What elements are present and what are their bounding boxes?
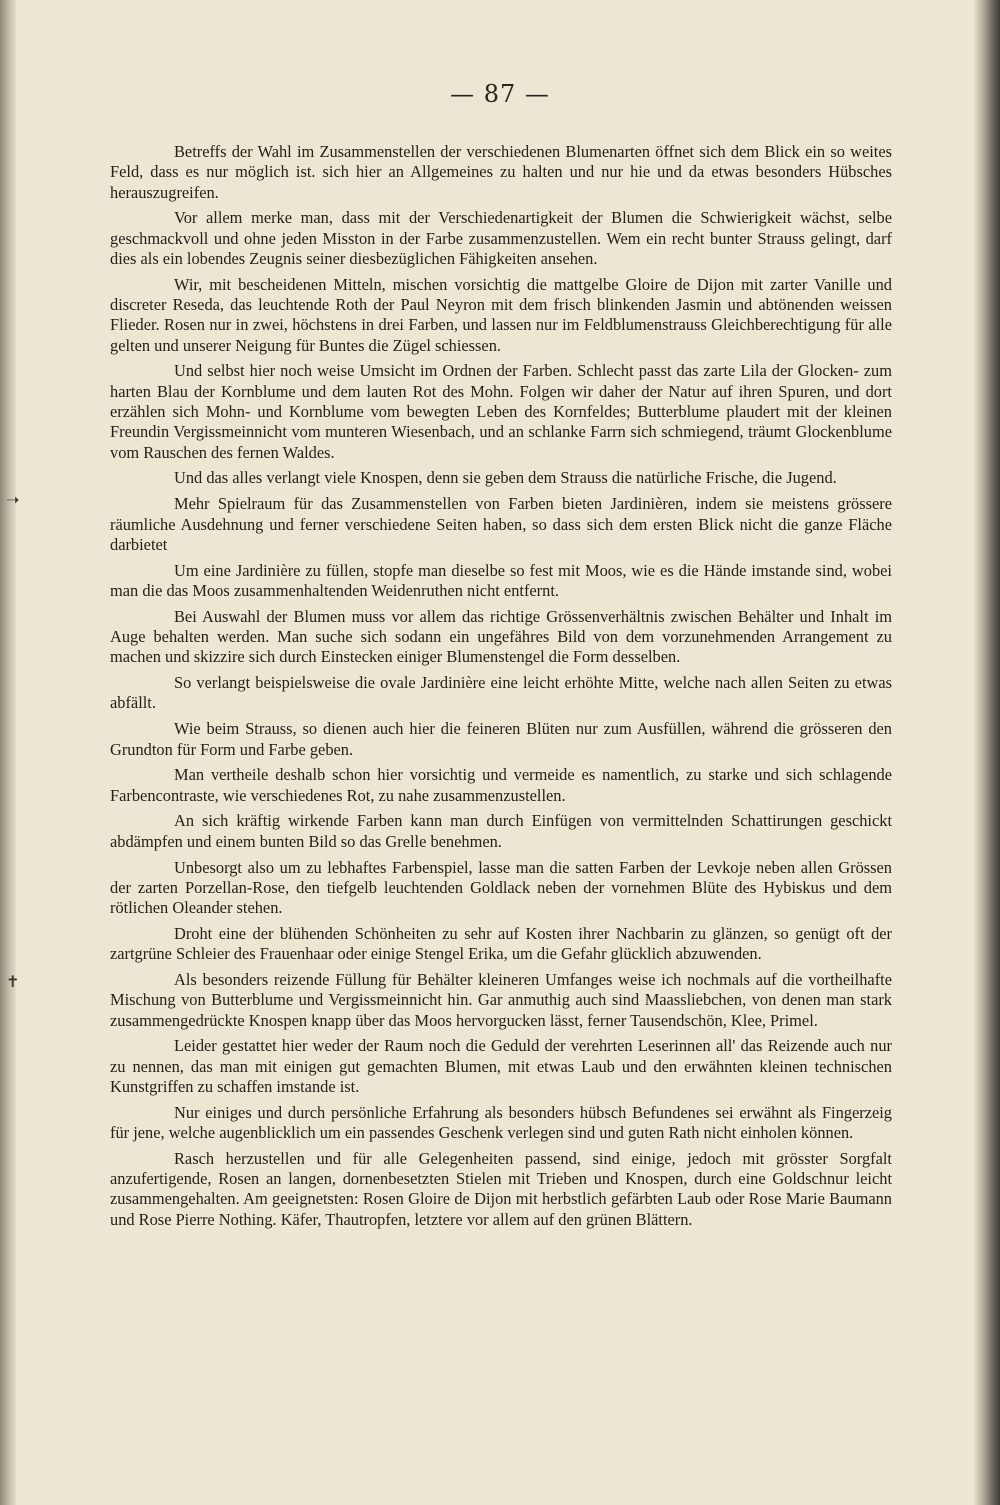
- page-number: — 87 —: [450, 80, 550, 108]
- page-body-text: [110, 142, 892, 1236]
- paragraph: Bei Auswahl der Blumen muss vor allem das richtige Grössenverhältnis zwischen Behälter und Inhalt im Auge behalten werden. Man suche sich sodann ein ungefähres Bild von dem vorzunehmenden Arrangement zu machen und skizzire sich durch Einstecken einiger Blumenstengel die Form desselben.: [110, 606, 892, 667]
- paragraph: Mehr Spielraum für das Zusammenstellen von Farben bieten Jardinièren, indem sie meistens grössere räumliche Ausdehnung und ferner verschiedene Seiten haben, so dass sich dem ersten Blick nicht die ganze Fläche darbietet: [110, 494, 892, 554]
- paragraph: Und das alles verlangt viele Knospen, denn sie geben dem Strauss die natürliche Frische, die Jugend.: [174, 468, 837, 488]
- paragraph: Vor allem merke man, dass mit der Verschiedenartigkeit der Blumen die Schwierigkeit wächst, selbe geschmackvoll und ohne jeden Misston in der Farbe zusammenzustellen. Wem ein recht bunter Strauss gelingt, darf dies als ein lobendes Zeugnis seiner diesbezüglichen Fähigkeiten ansehen.: [110, 208, 892, 268]
- paragraph: Unbesorgt also um zu lebhaftes Farbenspiel, lasse man die satten Farben der Levkoje neben allen Grössen der zarten Porzellan-Rose, den tiefgelb leuchtenden Goldlack neben der vornehmen Blüte des Hybiskus und dem rötlichen Oleander stehen.: [110, 857, 892, 918]
- paragraph: An sich kräftig wirkende Farben kann man durch Einfügen von vermittelnden Schattirungen geschickt abdämpfen und einem bunten Bild so das Grelle benehmen.: [110, 811, 892, 851]
- paragraph: Wir, mit bescheidenen Mitteln, mischen vorsichtig die mattgelbe Gloire de Dijon mit zarter Vanille und discreter Reseda, das leuchtende Roth der Paul Neyron mit dem frisch blinkenden Jasmin und abtönenden weissen Flieder. Rosen nur in zwei, höchstens in drei Farben, und lassen nur im Feldblumenstrauss Gleichberechtigung für alle gelten und unserer Neigung für Buntes die Zügel schiessen.: [110, 274, 892, 355]
- paragraph: Man vertheile deshalb schon hier vorsichtig und vermeide es namentlich, zu starke und sich schlagende Farbencontraste, wie verschiedenes Rot, zu nahe zusammenzustellen.: [110, 765, 892, 805]
- paragraph: Betreffs der Wahl im Zusammenstellen der verschiedenen Blumenarten öffnet sich dem Blick ein so weites Feld, dass es nur möglich ist. sich hier an Allgemeines zu halten und nur hie und da etwas besonders Hübsches herauszugreifen.: [110, 142, 892, 202]
- paragraph: Und selbst hier noch weise Umsicht im Ordnen der Farben. Schlecht passt das zarte Lila der Glocken- zum harten Blau der Kornblume und dem lauten Rot des Mohn. Folgen wir daher der Natur auf ihren Spuren, und dort erzählen sich Mohn- und Kornblume vom bewegten Leben des Kornfeldes; Butterblume plaudert mit der kleinen Freundin Vergissmeinnicht vom munteren Wiesenbach, und an schlanke Farrn sich schmiegend, träumt Glockenblume vom Rauschen des fernen Waldes.: [110, 361, 892, 462]
- paragraph: Nur einiges und durch persönliche Erfahrung als besonders hübsch Befundenes sei erwähnt als Fingerzeig für jene, welche augenblicklich um ein passendes Geschenk verlegen sind und guten Rath nicht einholen können.: [110, 1102, 892, 1143]
- paragraph: Als besonders reizende Füllung für Behälter kleineren Umfanges weise ich nochmals auf die vortheilhafte Mischung von Butterblume und Vergissmeinnicht hin. Gar anmuthig auch sind Maassliebchen, von denen man stark zusammengedrückte Knospen knapp über das Moos hervorgucken lässt, ferner Tausendschön, Klee, Primel.: [110, 969, 892, 1030]
- paragraph: Droht eine der blühenden Schönheiten zu sehr auf Kosten ihrer Nachbarin zu glänzen, so genügt oft der zartgrüne Schleier des Frauenhaar oder einige Stengel Erika, um die Gefahr glücklich abzuwenden.: [110, 923, 892, 964]
- page-right-edge: [974, 0, 1000, 1505]
- paragraph: Wie beim Strauss, so dienen auch hier die feineren Blüten nur zum Ausfüllen, während die grösseren den Grundton für Form und Farbe geben.: [110, 719, 892, 759]
- page-binding-edge: [0, 0, 16, 1505]
- margin-mark-icon: ✝: [6, 972, 20, 991]
- margin-mark-icon: ➝: [6, 490, 20, 509]
- paragraph: Rasch herzustellen und für alle Gelegenheiten passend, sind einige, jedoch mit grösster Sorgfalt anzufertigende, Rosen an langen, dornenbesetzten Stielen mit Trieben und Knospen, durch eine Goldschnur leicht zusammengehalten. Am geeignetsten: Rosen Gloire de Dijon mit herbstlich gefärbten Laub oder Rose Marie Baumann und Rose Pierre Nothing. Käfer, Thautropfen, letztere vor allem auf den grünen Blättern.: [110, 1148, 892, 1229]
- paragraph: Leider gestattet hier weder der Raum noch die Geduld der verehrten Leserinnen all' das Reizende auch nur zu nennen, das man mit einigen gut gemachten Blumen, mit etwas Laub und den erwähnten kleinen technischen Kunstgriffen zu schaffen imstande ist.: [110, 1036, 892, 1096]
- paragraph: Um eine Jardinière zu füllen, stopfe man dieselbe so fest mit Moos, wie es die Hände imstande sind, wobei man die das Moos zusammenhaltenden Weidenruthen nicht entfernt.: [110, 560, 892, 600]
- paragraph: So verlangt beispielsweise die ovale Jardinière eine leicht erhöhte Mitte, welche nach allen Seiten zu etwas abfällt.: [110, 673, 892, 713]
